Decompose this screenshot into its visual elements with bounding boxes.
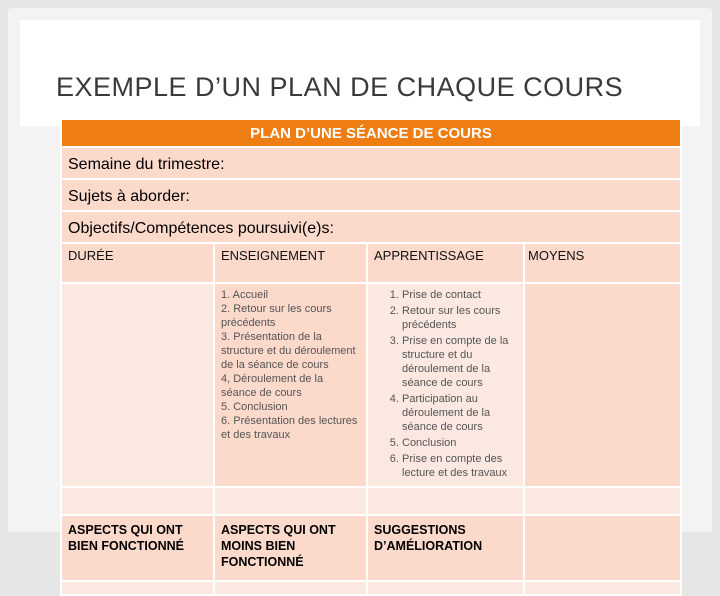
moins-bien-fonctionne-cell: ASPECTS QUI ONT MOINS BIEN FONCTIONNÉ <box>214 515 367 581</box>
col-header-apprentissage: APPRENTISSAGE <box>367 243 524 283</box>
enseignement-item: 3. Présentation de la structure et du déroulement de la séance de cours <box>221 331 356 371</box>
last-row-cell <box>524 581 681 595</box>
semaine-row: Semaine du trimestre: <box>61 147 681 179</box>
col-header-duree: DURÉE <box>61 243 214 283</box>
spacer-cell <box>367 487 524 515</box>
enseignement-cell <box>214 283 367 487</box>
apprentissage-item: 4. Participation au déroulement de la séance de cours <box>402 392 517 434</box>
suggestions-cell: SUGGESTIONS D’AMÉLIORATION <box>367 515 524 581</box>
spacer-cell <box>524 487 681 515</box>
apprentissage-item: 2. Retour sur les cours précédents <box>402 304 517 332</box>
bottom-empty-cell <box>524 515 681 581</box>
enseignement-item: 6. Présentation des lectures et des travaux <box>221 415 358 441</box>
enseignement-item: 5. Conclusion <box>221 401 288 413</box>
spacer-cell <box>214 487 367 515</box>
last-row-cell <box>61 581 214 595</box>
last-row-cell <box>367 581 524 595</box>
apprentissage-item: 5. Conclusion <box>402 436 517 450</box>
table-header: PLAN D’UNE SÉANCE DE COURS <box>61 119 681 147</box>
objectifs-row: Objectifs/Compétences poursuivi(e)s: <box>61 211 681 243</box>
apprentissage-list <box>374 288 517 480</box>
enseignement-item: 4, Déroulement de la séance de cours <box>221 373 324 399</box>
col-header-enseignement: ENSEIGNEMENT <box>214 243 367 283</box>
plan-table <box>60 118 682 596</box>
slide-title: EXEMPLE D’UN PLAN DE CHAQUE COURS <box>56 72 624 102</box>
duree-cell <box>61 283 214 487</box>
sujets-row: Sujets à aborder: <box>61 179 681 211</box>
apprentissage-item: 3. Prise en compte de la structure et du déroulement de la séance de cours <box>402 334 517 390</box>
col-header-moyens: MOYENS <box>528 248 585 263</box>
last-row-cell <box>214 581 367 595</box>
apprentissage-item: 1. Prise de contact <box>402 288 517 302</box>
apprentissage-cell <box>367 283 524 487</box>
moyens-cell <box>524 283 681 487</box>
slide <box>8 8 712 569</box>
title-card <box>20 20 700 126</box>
enseignement-item: 1. Accueil <box>221 289 269 301</box>
spacer-cell <box>61 487 214 515</box>
apprentissage-item: 6. Prise en compte des lecture et des travaux <box>402 452 517 480</box>
enseignement-item: 2. Retour sur les cours précédents <box>221 303 332 329</box>
bien-fonctionne-cell: ASPECTS QUI ONT BIEN FONCTIONNÉ <box>61 515 214 581</box>
